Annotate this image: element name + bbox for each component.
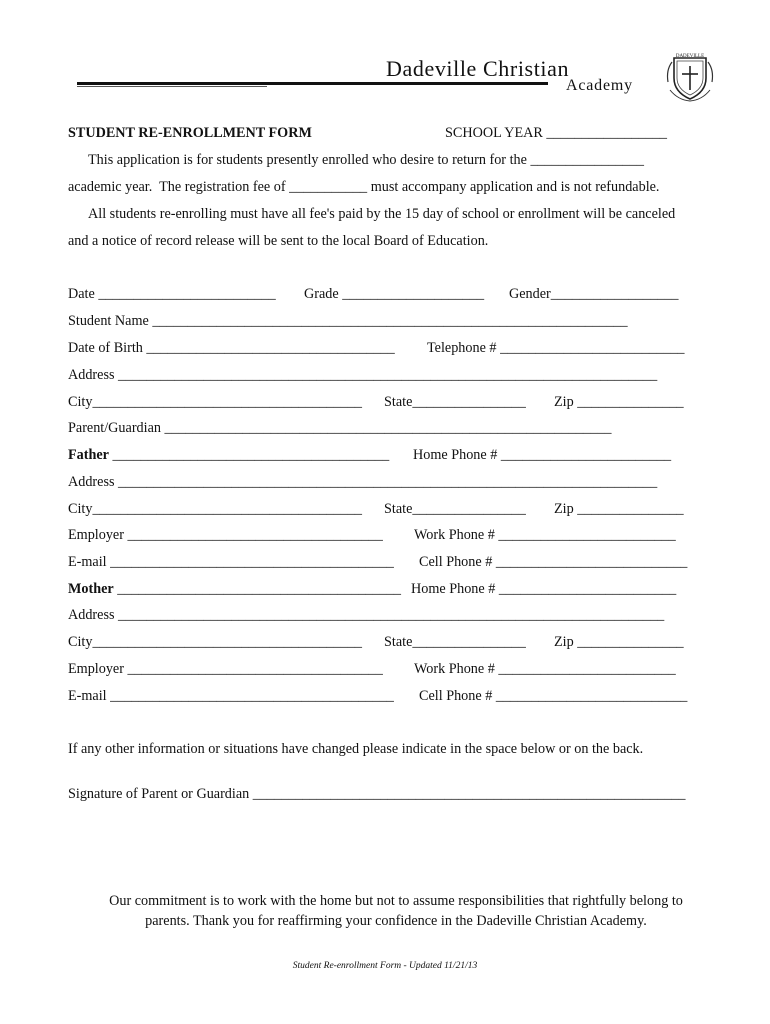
mother-work-phone-field[interactable]: Work Phone # _________________________ [414,661,676,677]
father-label: Father [68,447,109,463]
date-of-birth-field[interactable]: Date of Birth ___________________________________ [68,340,395,356]
mother-line: ________________________________________ [113,581,401,597]
student-name-field[interactable]: Student Name ___________________________________________________________________ [68,313,628,329]
intro-line-3: All students re-enrolling must have all fee's paid by the 15 day of school or enrollment will be canceled [88,206,676,222]
father-home-phone-field[interactable]: Home Phone # ________________________ [413,447,672,463]
closing-line-2: parents. Thank you for reaffirming your confidence in the Dadeville Christian Academy. [145,913,647,929]
father-city-field[interactable]: City______________________________________ [68,501,363,517]
school-year-field[interactable]: SCHOOL YEAR _________________ [445,125,668,141]
mother-address-field[interactable]: Address _____________________________________________________________________________ [68,607,665,623]
footer-note: Student Re-enrollment Form - Updated 11/21/13 [292,961,478,971]
father-line: _______________________________________ [108,447,390,463]
intro-line-4: and a notice of record release will be sent to the local Board of Education. [68,233,489,249]
father-work-phone-field[interactable]: Work Phone # _________________________ [414,527,676,543]
date-field[interactable]: Date _________________________ [68,286,276,302]
form-title: STUDENT RE-ENROLLMENT FORM [68,125,312,141]
mother-state-field[interactable]: State________________ [384,634,526,650]
parent-guardian-field[interactable]: Parent/Guardian _______________________________________________________________ [68,420,612,436]
mother-home-phone-field[interactable]: Home Phone # _________________________ [411,581,677,597]
address-field[interactable]: Address ____________________________________________________________________________ [68,367,658,383]
mother-city-field[interactable]: City______________________________________ [68,634,363,650]
signature-field[interactable]: Signature of Parent or Guardian _____________________________________________________________ [68,786,686,802]
city-field[interactable]: City______________________________________ [68,394,363,410]
zip-field[interactable]: Zip _______________ [554,394,684,410]
state-field[interactable]: State________________ [384,394,526,410]
other-info-note: If any other information or situations have changed please indicate in the space below or on the back. [68,741,644,757]
gender-field[interactable]: Gender__________________ [509,286,679,302]
father-cell-phone-field[interactable]: Cell Phone # ___________________________ [419,554,688,570]
father-zip-field[interactable]: Zip _______________ [554,501,684,517]
father-field[interactable] [68,448,389,462]
father-employer-field[interactable]: Employer ____________________________________ [68,527,383,543]
intro-line-2: academic year. The registration fee of ___________ must accompany application and is not refundable. [68,179,660,195]
school-subtitle: Academy [566,77,633,94]
mother-zip-field[interactable]: Zip _______________ [554,634,684,650]
mother-label: Mother [68,581,114,597]
father-address-field[interactable]: Address ____________________________________________________________________________ [68,474,658,490]
father-state-field[interactable]: State________________ [384,501,526,517]
header-rule-thin [77,86,267,87]
father-email-field[interactable]: E-mail ________________________________________ [68,554,394,570]
intro-line-1: This application is for students presently enrolled who desire to return for the ________________ [88,152,644,168]
closing-line-1: Our commitment is to work with the home but not to assume responsibilities that rightfully belong to [109,893,683,909]
header-rule [77,82,548,85]
telephone-field[interactable]: Telephone # __________________________ [427,340,685,356]
crest-text: DADEVILLE [675,54,705,59]
mother-email-field[interactable]: E-mail ________________________________________ [68,688,394,704]
mother-cell-phone-field[interactable]: Cell Phone # ___________________________ [419,688,688,704]
school-crest-icon [664,52,716,102]
grade-field[interactable]: Grade ____________________ [304,286,485,302]
mother-employer-field[interactable]: Employer ____________________________________ [68,661,383,677]
mother-field[interactable] [68,582,401,596]
school-name: Dadeville Christian [386,56,570,81]
